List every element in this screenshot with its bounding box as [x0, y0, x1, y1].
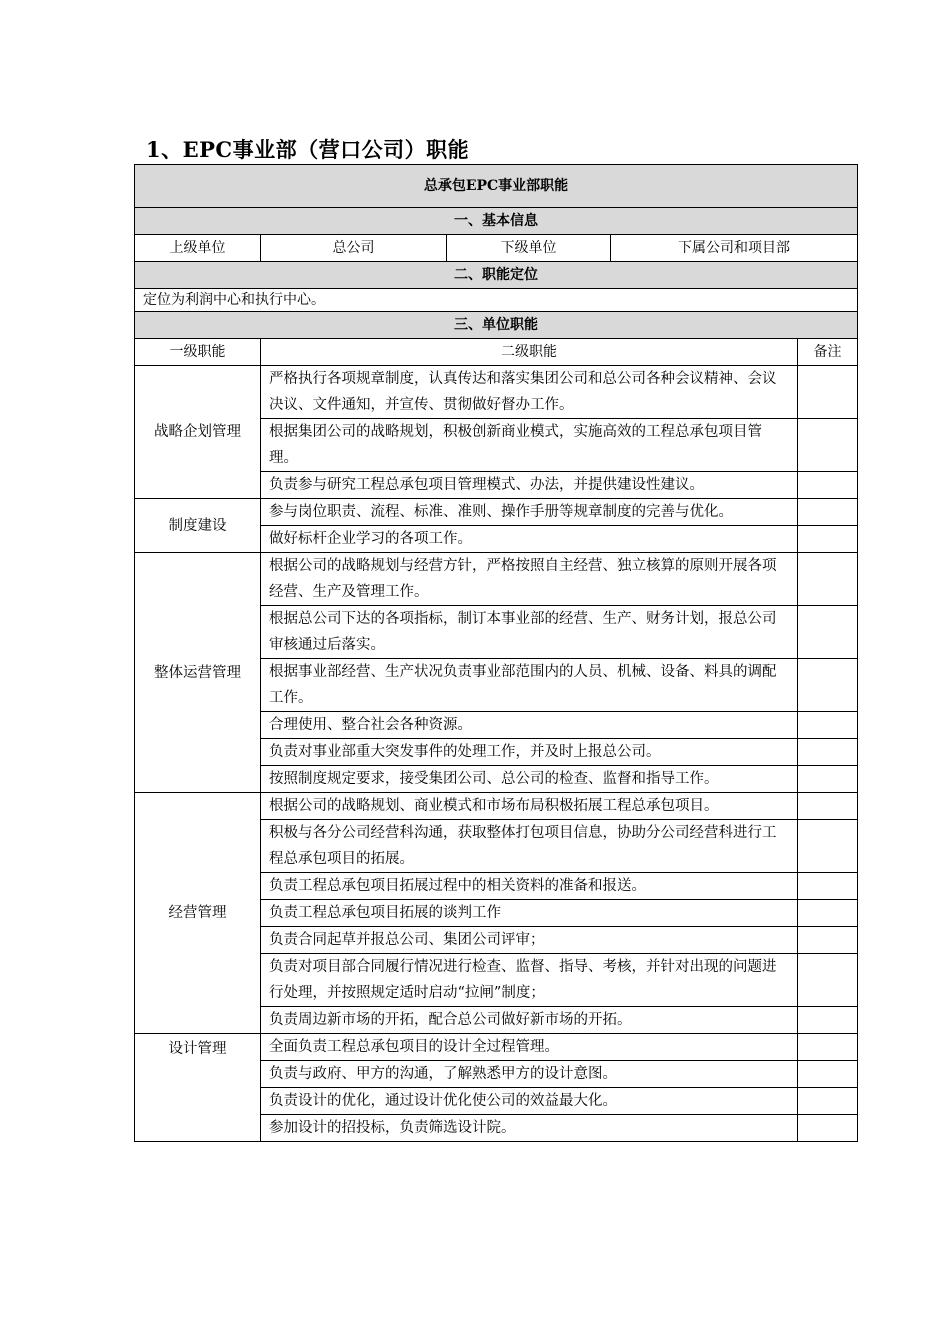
table-row: [135, 1034, 858, 1061]
upper-unit-label: 上级单位: [135, 235, 261, 262]
table-row: [135, 793, 858, 820]
level2-function: 负责对项目部合同履行情况进行检查、监督、指导、考核，并针对出现的问题进行处理，并按照规定适时启动“拉闸”制度；: [261, 954, 798, 1007]
level2-function: 按照制度规定要求，接受集团公司、总公司的检查、监督和指导工作。: [261, 766, 798, 793]
remark-cell: [798, 900, 858, 927]
level2-function: 做好标杆企业学习的各项工作。: [261, 526, 798, 553]
remark-cell: [798, 1061, 858, 1088]
remark-cell: [798, 526, 858, 553]
level2-function: 参与岗位职责、流程、标准、准则、操作手册等规章制度的完善与优化。: [261, 499, 798, 526]
level2-function: 负责周边新市场的开拓，配合总公司做好新市场的开拓。: [261, 1007, 798, 1034]
remark-cell: [798, 1115, 858, 1142]
remark-cell: [798, 1007, 858, 1034]
level2-function: 负责参与研究工程总承包项目管理模式、办法，并提供建设性建议。: [261, 472, 798, 499]
table-row: [135, 366, 858, 419]
page-title: 1、EPC事业部（营口公司）职能: [146, 137, 470, 162]
function-table: [134, 164, 858, 1142]
col-header-remark: 备注: [798, 339, 858, 366]
level2-function: 根据事业部经营、生产状况负责事业部范围内的人员、机械、设备、料具的调配工作。: [261, 659, 798, 712]
level2-function: 负责对事业部重大突发事件的处理工作，并及时上报总公司。: [261, 739, 798, 766]
level1-function: 整体运营管理: [135, 553, 261, 793]
remark-cell: [798, 659, 858, 712]
section-positioning: 二、职能定位: [135, 262, 858, 289]
remark-cell: [798, 766, 858, 793]
remark-cell: [798, 927, 858, 954]
remark-cell: [798, 712, 858, 739]
level2-function: 根据集团公司的战略规划，积极创新商业模式，实施高效的工程总承包项目管理。: [261, 419, 798, 472]
level2-function: 根据公司的战略规划、商业模式和市场布局积极拓展工程总承包项目。: [261, 793, 798, 820]
level1-function: 制度建设: [135, 499, 261, 553]
level2-function: 负责工程总承包项目拓展过程中的相关资料的准备和报送。: [261, 873, 798, 900]
remark-cell: [798, 820, 858, 873]
remark-cell: [798, 954, 858, 1007]
remark-cell: [798, 366, 858, 419]
remark-cell: [798, 419, 858, 472]
col-header-level1: 一级职能: [135, 339, 261, 366]
col-header-level2: 二级职能: [261, 339, 798, 366]
level2-function: 参加设计的招投标，负责筛选设计院。: [261, 1115, 798, 1142]
remark-cell: [798, 1088, 858, 1115]
remark-cell: [798, 793, 858, 820]
remark-cell: [798, 873, 858, 900]
section-basic-info: 一、基本信息: [135, 208, 858, 235]
level2-function: 负责与政府、甲方的沟通，了解熟悉甲方的设计意图。: [261, 1061, 798, 1088]
remark-cell: [798, 553, 858, 606]
level2-function: 根据公司的战略规划与经营方针，严格按照自主经营、独立核算的原则开展各项经营、生产及管理工作。: [261, 553, 798, 606]
level2-function: 根据总公司下达的各项指标，制订本事业部的经营、生产、财务计划，报总公司审核通过后落实。: [261, 606, 798, 659]
lower-unit-label: 下级单位: [447, 235, 611, 262]
table-row: [135, 499, 858, 526]
remark-cell: [798, 606, 858, 659]
level2-function: 负责设计的优化，通过设计优化使公司的效益最大化。: [261, 1088, 798, 1115]
remark-cell: [798, 739, 858, 766]
level2-function: 负责工程总承包项目拓展的谈判工作: [261, 900, 798, 927]
table-header: 总承包EPC事业部职能: [135, 165, 858, 208]
level2-function: 负责合同起草并报总公司、集团公司评审；: [261, 927, 798, 954]
level2-function: 合理使用、整合社会各种资源。: [261, 712, 798, 739]
remark-cell: [798, 1034, 858, 1061]
level2-function: 严格执行各项规章制度，认真传达和落实集团公司和总公司各种会议精神、会议决议、文件通知，并宣传、贯彻做好督办工作。: [261, 366, 798, 419]
table-row: [135, 553, 858, 606]
lower-unit-value: 下属公司和项目部: [611, 235, 858, 262]
remark-cell: [798, 472, 858, 499]
remark-cell: [798, 499, 858, 526]
level2-function: 全面负责工程总承包项目的设计全过程管理。: [261, 1034, 798, 1061]
level1-function: 经营管理: [135, 793, 261, 1034]
section-unit-functions: 三、单位职能: [135, 312, 858, 339]
level1-function: 战略企划管理: [135, 366, 261, 499]
upper-unit-value: 总公司: [261, 235, 447, 262]
positioning-text: 定位为利润中心和执行中心。: [135, 289, 858, 312]
level1-function: 设计管理: [135, 1034, 261, 1142]
level2-function: 积极与各分公司经营科沟通，获取整体打包项目信息，协助分公司经营科进行工程总承包项目的拓展。: [261, 820, 798, 873]
